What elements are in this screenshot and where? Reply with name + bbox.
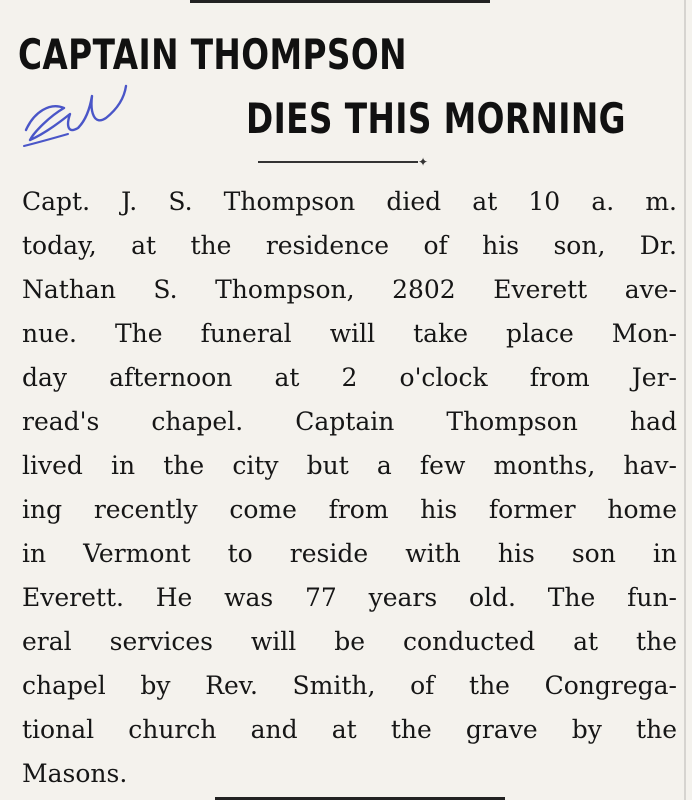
article-body <box>22 180 677 796</box>
article-line: nue. The funeral will take place Mon- <box>22 319 677 348</box>
article-line: read's chapel. Captain Thompson had <box>22 407 677 436</box>
divider-ornament-icon: ✦ <box>418 155 429 169</box>
article-line: Masons. <box>22 759 128 788</box>
article-line: eral services will be conducted at the <box>22 627 677 656</box>
handwritten-initials-signature <box>20 72 130 152</box>
headline-divider-rule <box>258 161 418 163</box>
article-line: Capt. J. S. Thompson died at 10 a. m. <box>22 187 677 216</box>
article-line: ing recently come from his former home <box>22 495 677 524</box>
article-line: day afternoon at 2 o'clock from Jer- <box>22 363 677 392</box>
headline-line-1: CAPTAIN THOMPSON <box>18 30 407 79</box>
article-line: lived in the city but a few months, hav- <box>22 451 677 480</box>
article-line: Everett. He was 77 years old. The fun- <box>22 583 677 612</box>
top-column-rule <box>190 0 490 3</box>
article-line: today, at the residence of his son, Dr. <box>22 231 677 260</box>
article-line: chapel by Rev. Smith, of the Congrega- <box>22 671 677 700</box>
headline-line-2: DIES THIS MORNING <box>246 94 626 143</box>
article-line: in Vermont to reside with his son in <box>22 539 677 568</box>
column-edge-line <box>684 0 686 800</box>
article-line: Nathan S. Thompson, 2802 Everett ave- <box>22 275 677 304</box>
article-line: tional church and at the grave by the <box>22 715 677 744</box>
